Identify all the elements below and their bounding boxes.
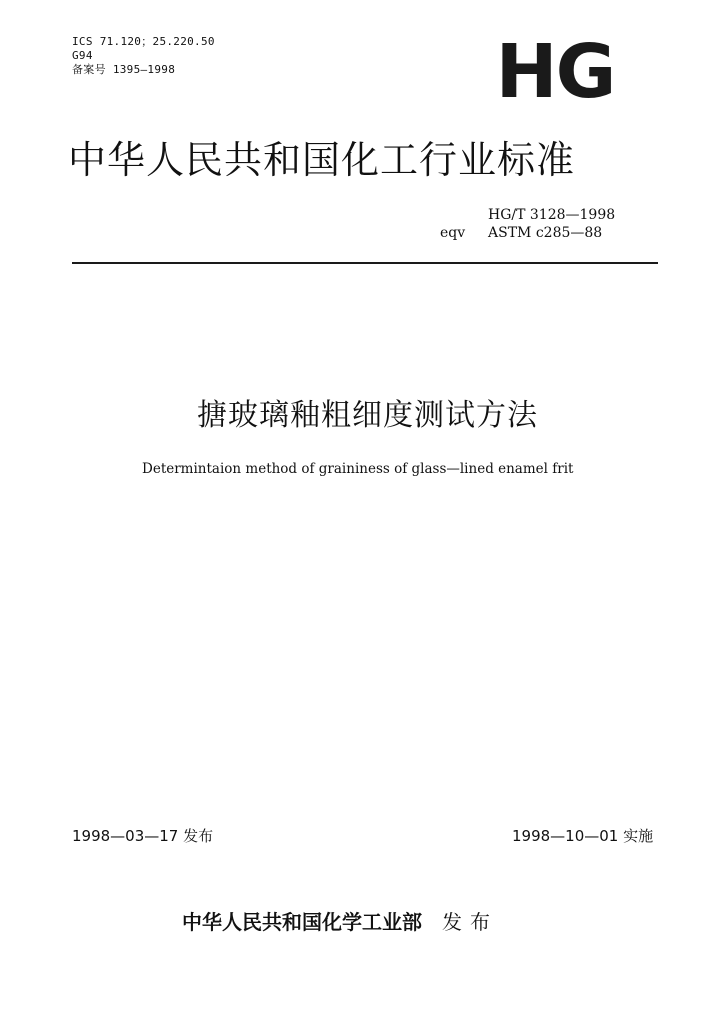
record-number: 备案号 1395—1998 bbox=[72, 63, 176, 76]
issuer-line bbox=[182, 908, 498, 936]
issue-date: 1998—03—17 发布 bbox=[72, 827, 214, 845]
standard-number-block bbox=[440, 206, 615, 242]
ics-code: ICS 71.120；25.220.50 bbox=[72, 35, 215, 48]
document-title-cn-text: 搪玻璃釉粗细度测试方法 bbox=[197, 398, 538, 433]
equivalence-prefix: eqv bbox=[440, 225, 466, 241]
header-divider bbox=[72, 262, 658, 264]
issuer-name: 中华人民共和国化学工业部 bbox=[182, 910, 422, 934]
class-code: G94 bbox=[72, 49, 93, 62]
issuer-action: 发布 bbox=[442, 910, 498, 934]
document-title-cn bbox=[0, 396, 725, 436]
page-title: 中华人民共和国化工行业标准 bbox=[68, 138, 576, 182]
equivalent-standard: ASTM c285—88 bbox=[488, 225, 603, 241]
standard-number: HG/T 3128—1998 bbox=[488, 207, 616, 223]
classification-block bbox=[72, 35, 215, 77]
implementation-date: 1998—10—01 实施 bbox=[512, 827, 654, 845]
hg-logo: HG bbox=[495, 29, 615, 115]
document-title-en: Determintaion method of graininess of glass—lined enamel frit bbox=[142, 461, 574, 477]
